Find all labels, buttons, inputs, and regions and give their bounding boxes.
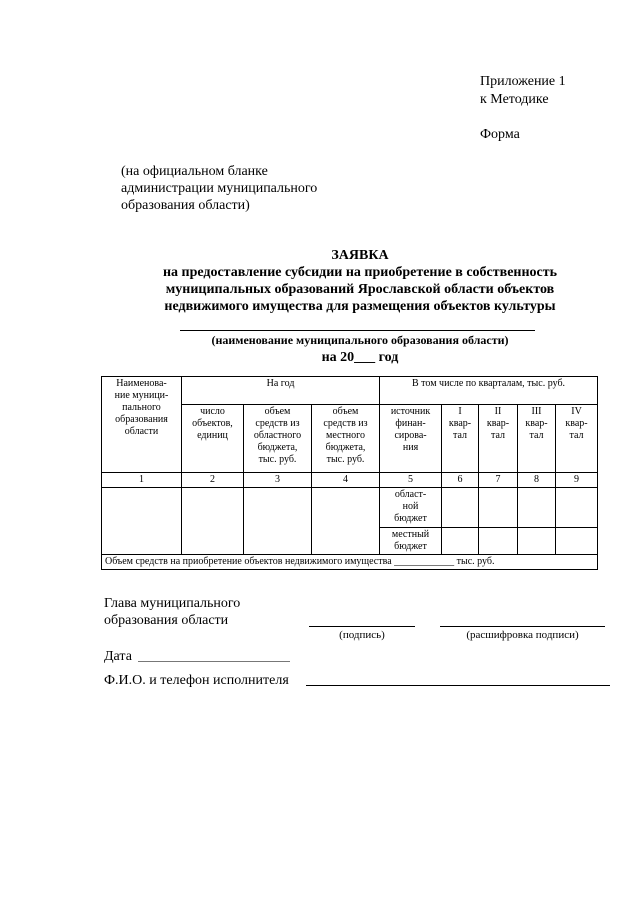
header-by-quarters: В том числе по кварталам, тыс. руб.	[380, 377, 598, 405]
cell-q4-regional	[556, 488, 598, 528]
cell-q4-local	[556, 528, 598, 555]
cell-local-budget	[312, 488, 380, 555]
cell-municipality-name	[102, 488, 182, 555]
form-label: Форма	[480, 127, 520, 142]
appendix-methodology: к Методике	[480, 92, 549, 107]
application-table	[101, 376, 598, 570]
col-number: 8	[518, 473, 556, 488]
appendix-number: Приложение 1	[480, 74, 566, 89]
blank-note-line2: администрации муниципального	[121, 181, 318, 196]
signature-decode-caption: (расшифровка подписи)	[466, 629, 579, 641]
cell-objects-count	[182, 488, 244, 555]
header-q3: III квар- тал	[518, 405, 556, 473]
source-local-budget: местный бюджет	[380, 528, 442, 555]
cell-q1-regional	[442, 488, 479, 528]
blank-note-line1: (на официальном бланке	[121, 164, 268, 179]
header-q4: IV квар- тал	[556, 405, 598, 473]
municipality-caption: (наименование муниципального образования области)	[211, 333, 509, 347]
col-number: 4	[312, 473, 380, 488]
total-volume-row: Объем средств на приобретение объектов недвижимого имущества ____________ тыс. руб.	[102, 555, 598, 570]
col-number: 7	[479, 473, 518, 488]
date-label: Дата	[104, 649, 132, 664]
col-number: 2	[182, 473, 244, 488]
head-title-line1: Глава муниципального	[104, 596, 241, 611]
header-per-year: На год	[182, 377, 380, 405]
head-title-line2: образования области	[104, 613, 229, 628]
signature-caption: (подпись)	[339, 629, 385, 641]
cell-q1-local	[442, 528, 479, 555]
blank-note-line3: образования области)	[121, 198, 250, 213]
signature-line	[309, 626, 415, 627]
cell-q2-regional	[479, 488, 518, 528]
col-number: 9	[556, 473, 598, 488]
header-q2: II квар- тал	[479, 405, 518, 473]
cell-regional-budget	[244, 488, 312, 555]
header-local-budget: объем средств из местного бюджета, тыс. руб.	[312, 405, 380, 473]
cell-q3-regional	[518, 488, 556, 528]
date-line	[138, 661, 290, 662]
title-line3: недвижимого имущества для размещения объектов культуры	[164, 299, 556, 314]
header-regional-budget: объем средств из областного бюджета, тыс. руб.	[244, 405, 312, 473]
municipality-name-line	[180, 330, 535, 331]
col-number: 5	[380, 473, 442, 488]
header-objects-count: число объектов, единиц	[182, 405, 244, 473]
source-regional-budget: област- ной бюджет	[380, 488, 442, 528]
executor-line	[306, 685, 610, 686]
header-municipality-name: Наименова- ние муници- пального образования области	[102, 377, 182, 473]
col-number: 6	[442, 473, 479, 488]
title-line1: на предоставление субсидии на приобретение в собственность	[162, 265, 558, 280]
cell-q2-local	[479, 528, 518, 555]
year-caption: на 20___ год	[321, 350, 399, 365]
cell-q3-local	[518, 528, 556, 555]
col-number: 1	[102, 473, 182, 488]
executor-label: Ф.И.О. и телефон исполнителя	[104, 673, 289, 688]
header-funding-source: источник финан- сирова- ния	[380, 405, 442, 473]
header-q1: I квар- тал	[442, 405, 479, 473]
col-number: 3	[244, 473, 312, 488]
signature-decode-line	[440, 626, 605, 627]
document-title: ЗАЯВКА	[331, 248, 389, 263]
title-line2: муниципальных образований Ярославской области объектов	[165, 282, 555, 297]
